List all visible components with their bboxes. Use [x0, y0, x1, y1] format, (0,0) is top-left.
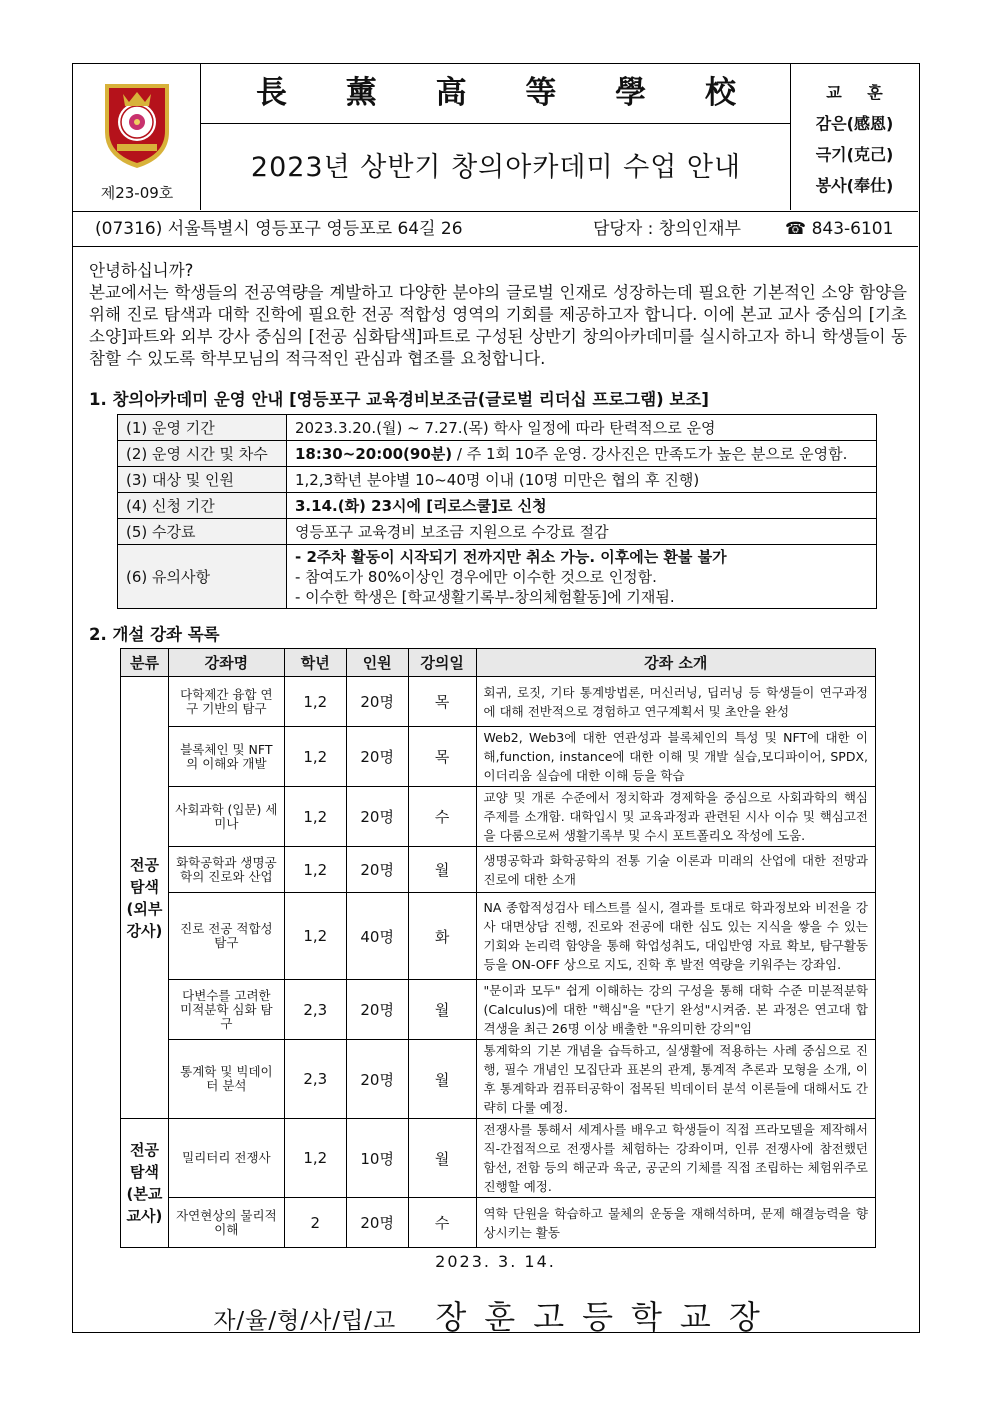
course-grade: 2	[284, 1198, 346, 1248]
course-name: 통계학 및 빅데이터 분석	[168, 1040, 284, 1119]
course-name: 블록체인 및 NFT의 이해와 개발	[168, 727, 284, 787]
course-grade: 1,2	[284, 677, 346, 727]
table-row	[121, 1198, 876, 1248]
table-row	[118, 545, 877, 609]
motto-item: 감은(感恩)	[815, 114, 894, 133]
principal-title: 장훈고등학교장	[435, 1298, 778, 1336]
motto-label: 교 훈	[826, 83, 893, 102]
course-count: 20명	[346, 847, 408, 893]
document-date: 2023. 3. 14.	[435, 1252, 556, 1271]
info-value	[287, 441, 877, 467]
course-count: 20명	[346, 1040, 408, 1119]
course-description: NA 종합적성검사 테스트를 실시, 결과를 토대로 학과정보와 비전을 강사 대면상담 진행, 진로와 전공에 대한 심도 있는 지식을 쌓을 수 있는 기회와 논리력 함양을 통해 학업성취도, 대입반영 자료 확보, 탐구활동 등을 ON-OFF 상으로 지도, 진학 후 발전 역량을 키워주는 강좌임.	[476, 893, 875, 980]
info-label: (6) 유의사항	[118, 545, 287, 609]
course-grade: 1,2	[284, 893, 346, 980]
course-count: 20명	[346, 1198, 408, 1248]
info-label: (5) 수강료	[118, 519, 287, 545]
course-name: 화학공학과 생명공학의 진로와 산업	[168, 847, 284, 893]
table-row	[118, 519, 877, 545]
course-day: 월	[408, 1040, 476, 1119]
course-day: 월	[408, 1119, 476, 1198]
course-description: 회귀, 로짓, 기타 통계방법론, 머신러닝, 딥러닝 등 학생들이 연구과정에 대해 전반적으로 경험하고 연구계획서 및 초안을 완성	[476, 677, 875, 727]
table-row	[118, 441, 877, 467]
course-name: 밀리터리 전쟁사	[168, 1119, 284, 1198]
course-day: 목	[408, 677, 476, 727]
table-header-row	[121, 649, 876, 677]
table-row	[118, 493, 877, 519]
info-value	[287, 545, 877, 609]
course-name: 자연현상의 물리적 이해	[168, 1198, 284, 1248]
column-header: 학년	[284, 649, 346, 677]
course-grade: 1,2	[284, 787, 346, 847]
info-value-bold: 18:30~20:00(90분)	[295, 445, 453, 463]
category-cell: 전공 탐색 (본교 교사)	[121, 1119, 169, 1248]
course-day: 수	[408, 787, 476, 847]
course-count: 20명	[346, 727, 408, 787]
column-header: 분류	[121, 649, 169, 677]
info-label: (1) 운영 기간	[118, 415, 287, 441]
section-title: 1. 창의아카데미 운영 안내 [영등포구 교육경비보조금(글로벌 리더십 프로그램) 보조]	[89, 390, 709, 409]
info-label: (3) 대상 및 인원	[118, 467, 287, 493]
table-row	[121, 847, 876, 893]
column-header: 강좌 소개	[476, 649, 875, 677]
signature-line	[73, 1292, 918, 1338]
column-header: 강의일	[408, 649, 476, 677]
course-grade: 1,2	[284, 847, 346, 893]
course-count: 20명	[346, 787, 408, 847]
intro-body: 본교에서는 학생들의 전공역량을 계발하고 다양한 분야의 글로벌 인재로 성장하는데 필요한 기본적인 소양 함양을 위해 진로 탐색과 대학 진학에 필요한 전공 적합성 영역의 기회를 제공하고자 합니다. 이에 본교 교사 중심의 [기초 소양]파트와 외부 강사 중심의 [전공 심화탐색]파트로 구성된 상반기 창의아카데미를 실시하고자 하니 학생들이 동참할 수 있도록 학부모님의 적극적인 관심과 협조를 요청합니다.	[89, 283, 907, 368]
course-description: 생명공학과 화학공학의 전통 기술 이론과 미래의 산업에 대한 전망과 진로에 대한 소개	[476, 847, 875, 893]
table-row	[121, 893, 876, 980]
table-row	[121, 980, 876, 1040]
course-day: 목	[408, 727, 476, 787]
contact-person: 담당자 : 창의인재부	[593, 219, 741, 239]
course-day: 월	[408, 847, 476, 893]
course-day: 월	[408, 980, 476, 1040]
course-table	[120, 648, 876, 1248]
motto-item: 봉사(奉仕)	[815, 176, 894, 195]
course-grade: 2,3	[284, 980, 346, 1040]
course-count: 20명	[346, 677, 408, 727]
course-count: 10명	[346, 1119, 408, 1198]
info-value: 2023.3.20.(월) ~ 7.27.(목) 학사 일정에 따라 탄력적으로 운영	[287, 415, 877, 441]
course-grade: 2,3	[284, 1040, 346, 1119]
school-cell	[201, 64, 791, 210]
column-header: 인원	[346, 649, 408, 677]
document-frame	[72, 63, 920, 1336]
school-name: 長 薰 高 等 學 校	[201, 64, 791, 124]
table-row	[121, 787, 876, 847]
motto-item: 극기(克己)	[815, 145, 894, 164]
course-name: 진로 전공 적합성 탐구	[168, 893, 284, 980]
course-grade: 1,2	[284, 727, 346, 787]
table-row	[121, 1040, 876, 1119]
table-row	[121, 1119, 876, 1198]
info-value: 3.14.(화) 23시에 [리로스쿨]로 신청	[287, 493, 877, 519]
course-name: 다변수를 고려한 미적분학 심화 탐구	[168, 980, 284, 1040]
course-name: 사회과학 (입문) 세미나	[168, 787, 284, 847]
section-title: 2. 개설 강좌 목록	[89, 625, 220, 644]
motto-cell	[791, 64, 918, 210]
operation-info-table	[117, 414, 877, 609]
info-label: (4) 신청 기간	[118, 493, 287, 519]
info-value: 1,2,3학년 분야별 10~40명 이내 (10명 미만은 협의 후 진행)	[287, 467, 877, 493]
course-description: Web2, Web3에 대한 연관성과 블록체인의 특성 및 NFT에 대한 이해,function, instance에 대한 이해 및 개발 실습,모디파이어, SPDX, 이더리움 실습에 대한 이해 등을 학습	[476, 727, 875, 787]
document-title: 2023년 상반기 창의아카데미 수업 안내	[250, 152, 742, 183]
course-description: 전쟁사를 통해서 세계사를 배우고 학생들이 직접 프라모델을 제작해서 직-간접적으로 전쟁사를 체험하는 강좌이며, 인류 전쟁사에 참전했던 함선, 전함 등의 해군과 육군, 공군의 기체를 직접 조립하는 체험위주로 진행할 예정.	[476, 1119, 875, 1198]
table-row	[118, 467, 877, 493]
greeting: 안녕하십니까?	[89, 261, 194, 280]
info-value-rest: / 주 1회 10주 운영. 강사진은 만족도가 높은 분으로 운영함.	[452, 445, 848, 463]
course-day: 화	[408, 893, 476, 980]
course-description: 통계학의 기본 개념을 습득하고, 실생활에 적용하는 사례 중심으로 진행, 필수 개념인 모집단과 표본의 관계, 통계적 추론과 모형을 소개, 이후 통계학과 컴퓨터공학이 접목된 빅데이터 분석 이론들에 대해서도 간략히 다룰 예정.	[476, 1040, 875, 1119]
school-type: 자/율/형/사/립/고	[213, 1308, 397, 1334]
info-label: (2) 운영 시간 및 차수	[118, 441, 287, 467]
table-row	[118, 415, 877, 441]
course-description: "문이과 모두" 쉽게 이해하는 강의 구성을 통해 대학 수준 미분적분학(Calculus)에 대한 "핵심"을 "단기 완성"시켜줌. 본 과정은 연고대 합격생을 최근 26명 이상 배출한 "유의미한 강의"임	[476, 980, 875, 1040]
category-cell: 전공 탐색 (외부 강사)	[121, 677, 169, 1119]
course-count: 20명	[346, 980, 408, 1040]
course-name: 다학제간 융합 연구 기반의 탐구	[168, 677, 284, 727]
document-number: 제23-09호	[100, 184, 174, 202]
info-value: 영등포구 교육경비 보조금 지원으로 수강료 절감	[287, 519, 877, 545]
phone-number: ☎ 843-6101	[785, 219, 894, 239]
course-day: 수	[408, 1198, 476, 1248]
table-row	[121, 677, 876, 727]
course-description: 교양 및 개론 수준에서 정치학과 경제학을 중심으로 사회과학의 핵심 주제를 소개함. 대학입시 및 교육과정과 관련된 시사 이슈 및 핵심고전을 다룸으로써 생활기록부 및 수시 포트폴리오 작성에 도움.	[476, 787, 875, 847]
notice-line: - 2주차 활동이 시작되기 전까지만 취소 가능. 이후에는 환불 불가	[295, 547, 727, 566]
school-seal-icon	[101, 80, 173, 170]
course-grade: 1,2	[284, 1119, 346, 1198]
school-address: (07316) 서울특별시 영등포구 영등포로 64길 26	[95, 219, 463, 239]
notice-line: - 이수한 학생은 [학교생활기록부-창의체험활동]에 기재됨.	[295, 587, 675, 606]
logo-cell	[73, 64, 201, 210]
intro-paragraph	[89, 260, 907, 370]
address-row	[73, 212, 918, 247]
table-row	[121, 727, 876, 787]
notice-line: - 참여도가 80%이상인 경우에만 이수한 것으로 인정함.	[295, 567, 657, 586]
document-header	[73, 64, 918, 212]
course-count: 40명	[346, 893, 408, 980]
course-description: 역학 단원을 학습하고 물체의 운동을 재해석하며, 문제 해결능력을 향상시키는 활동	[476, 1198, 875, 1248]
column-header: 강좌명	[168, 649, 284, 677]
